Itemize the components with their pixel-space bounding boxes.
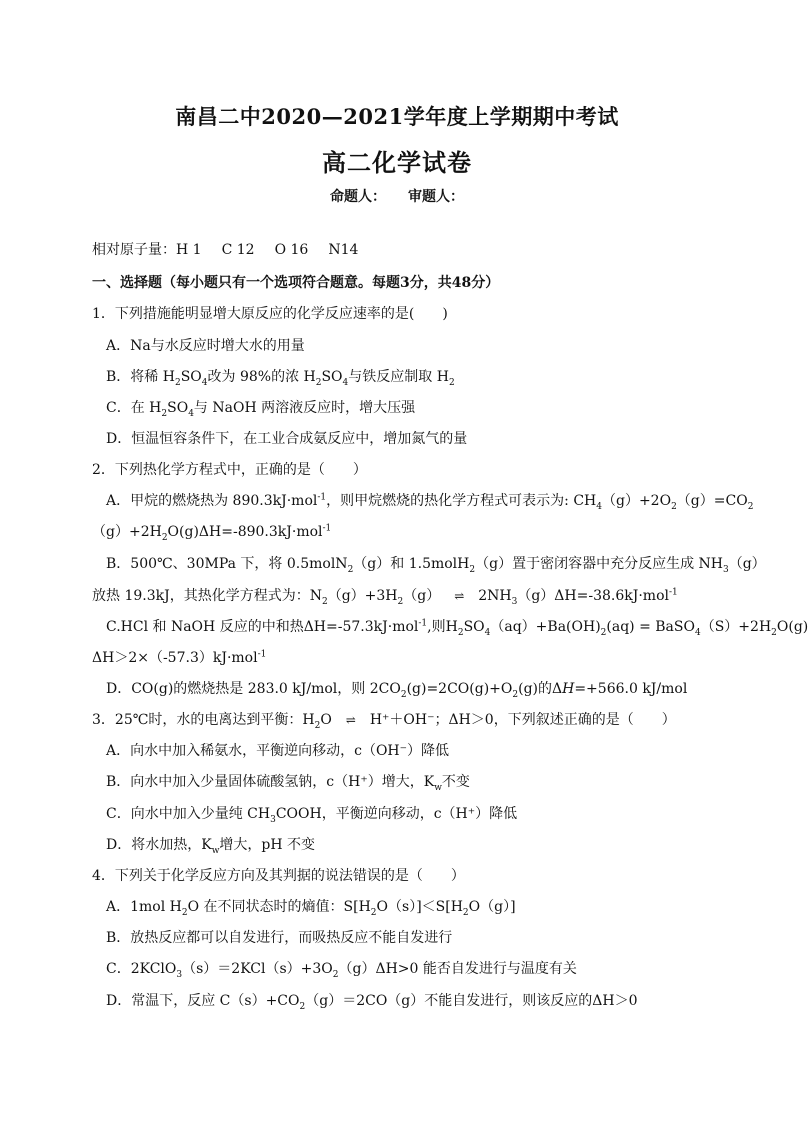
q2-option-c-line2: ΔH＞2×（-57.3）kJ·mol$^{-1}$ xyxy=(92,649,267,666)
q1-option-d: D．恒温恒容条件下，在工业合成氨反应中，增加氮气的量 xyxy=(106,431,468,447)
atomic-mass-o: O 16 xyxy=(274,242,309,258)
section-heading: 一、选择题（每小题只有一个选项符合题意。每题3分，共48分） xyxy=(92,275,500,291)
q1-option-b: B．将稀 $H_2SO_4$改为 98%的浓 $H_2SO_4$与铁反应制取 $H_2$ xyxy=(106,369,455,388)
q2-option-a-line1: A．甲烷的燃烧热为 890.3kJ·mol$^{-1}$，则甲烷燃烧的热化学方程式可表示为: $CH_4(g)+2O_2(g)=CO_2$ xyxy=(106,492,754,512)
reversible-arrow-icon: ⇌ xyxy=(454,589,465,603)
author-label: 命题人： xyxy=(330,189,386,205)
q2-option-b-line1: B．500℃、30MPa 下，将 0.5molN$_2$（g）和 1.5molH$_2$（g）置于密闭容器中充分反应生成 $NH_3(g)$ xyxy=(106,556,766,575)
q3-option-b: B．向水中加入少量固体硫酸氢钠，c（H⁺）增大，$K_w$不变 xyxy=(106,774,470,793)
atomic-mass-h: H 1 xyxy=(176,242,202,258)
q3-stem: 3．25℃时，水的电离达到平衡：$H_2O$ ⇌ H⁺＋OH⁻；ΔH＞0，下列叙述正确的是（ ） xyxy=(92,709,732,731)
q2-option-c-line1: C.HCl 和 NaOH 反应的中和热ΔH=-57.3kJ·mol$^{-1}$,则$H_2SO_4(aq)+Ba(OH)_2(aq)$ = $BaSO_4(S)+2H_2O(g)$ xyxy=(106,618,808,638)
q4-stem: 4．下列关于化学反应方向及其判据的说法错误的是（ ） xyxy=(92,868,465,884)
author-line xyxy=(0,186,794,206)
q4-option-b: B．放热反应都可以自发进行，而吸热反应不能自发进行 xyxy=(106,930,453,946)
atomic-mass-c: C 12 xyxy=(221,242,255,258)
reviewer-label: 审题人： xyxy=(408,189,464,205)
q1-option-a: A．Na与水反应时增大水的用量 xyxy=(106,338,305,354)
atomic-mass-n: N14 xyxy=(328,242,359,258)
q3-option-c: C．向水中加入少量纯 $CH_3COOH$，平衡逆向移动，c（H⁺）降低 xyxy=(106,806,518,825)
atomic-mass-label: 相对原子量： xyxy=(92,242,176,258)
q3-option-d: D．将水加热，$K_w$增大，pH 不变 xyxy=(106,837,316,856)
q1-option-c: C．在 $H_2SO_4$与 NaOH 两溶液反应时，增大压强 xyxy=(106,400,416,419)
q4-option-d: D．常温下，反应 $C(s)+CO_2(g)=2CO(g)$不能自发进行，则该反应的ΔH＞0 xyxy=(106,993,638,1012)
q2-stem: 2．下列热化学方程式中，正确的是（ ） xyxy=(92,462,367,478)
q2-option-a-line2: $(g)+2H_2O(g)\Delta H=-890.3kJ\cdot mol^{-1}$ xyxy=(92,523,332,543)
q4-option-c: C．$2KClO_3(s)=2KCl(s)+3O_2(g)\Delta H>0$ 能否自发进行与温度有关 xyxy=(106,961,577,980)
exam-title: 南昌二中2020—2021学年度上学期期中考试 xyxy=(175,104,619,129)
reversible-arrow-icon: ⇌ xyxy=(345,713,356,727)
q2-option-b-line2: 放热 19.3kJ，其热化学方程式为：$N_2(g)+3H_2(g)$ ⇌ $2NH_3(g)\Delta H=-38.6kJ\cdot mol^{-1}$ xyxy=(92,585,732,607)
atomic-mass-line xyxy=(92,239,732,261)
q4-option-a: A．1mol $H_2O$ 在不同状态时的熵值：$S[H_2O(s)]<S[H_2O(g)]$ xyxy=(106,899,516,918)
q2-option-d: D．CO(g)的燃烧热是 283.0 kJ/mol，则 $2CO_2(g)=2CO(g)+O_2(g)$的ΔH=+566.0 kJ/mol xyxy=(106,681,688,700)
q3-option-a: A．向水中加入稀氨水，平衡逆向移动，c（OH⁻）降低 xyxy=(106,743,450,759)
exam-subtitle: 高二化学试卷 xyxy=(322,148,472,177)
q1-stem: 1．下列措施能明显增大原反应的化学反应速率的是( ) xyxy=(92,306,448,322)
